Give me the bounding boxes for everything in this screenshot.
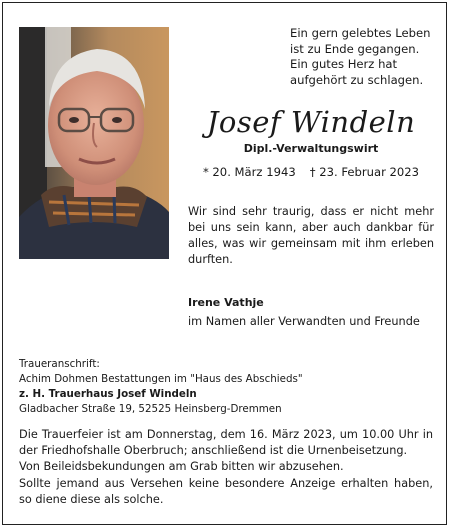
info-line: so diene diese als solche.	[19, 492, 164, 506]
funeral-info	[19, 427, 433, 508]
message-line: Wir sind sehr traurig, dass er nicht mehr	[188, 205, 434, 218]
deceased-name: Josef Windeln	[206, 105, 416, 139]
address-line: z. H. Trauerhaus Josef Windeln	[19, 388, 197, 400]
info-line: der Friedhofshalle Oberbruch; anschließend ist die Urnenbeisetzung.	[19, 444, 408, 458]
address-line: Gladbacher Straße 19, 52525 Heinsberg-Dremmen	[19, 403, 282, 415]
death-date: † 23. Februar 2023	[309, 165, 420, 179]
life-dates	[170, 165, 451, 180]
memorial-quote	[290, 26, 440, 88]
signer-subline: im Namen aller Verwandten und Freunde	[188, 315, 420, 328]
signer-name: Irene Vathje	[188, 296, 264, 309]
info-line: Von Beileidsbekundungen am Grab bitten wir abzusehen.	[19, 460, 344, 474]
portrait-photo	[19, 27, 169, 259]
address-line: Achim Dohmen Bestattungen im "Haus des Abschieds"	[19, 373, 303, 385]
quote-line: ist zu Ende gegangen.	[290, 41, 420, 56]
condolence-message	[188, 204, 434, 268]
quote-line: Ein gern gelebtes Leben	[290, 26, 431, 40]
birth-date: * 20. März 1943	[202, 165, 296, 179]
mourning-address	[19, 357, 303, 417]
info-line: Sollte jemand aus Versehen keine besondere Anzeige erhalten haben,	[19, 476, 433, 490]
message-line: alles, was wir gemeinsam mit ihm erleben	[188, 237, 434, 250]
info-line: Die Trauerfeier ist am Donnerstag, dem 16. März 2023, um 10.00 Uhr in	[19, 428, 433, 441]
deceased-title: Dipl.-Verwaltungswirt	[243, 142, 379, 155]
quote-line: aufgehört zu schlagen.	[290, 72, 424, 87]
quote-line: Ein gutes Herz hat	[290, 57, 398, 72]
message-line: bei uns sein kann, aber auch dankbar für	[188, 221, 434, 234]
address-label: Traueranschrift:	[19, 358, 100, 370]
message-line: durften.	[188, 253, 233, 266]
